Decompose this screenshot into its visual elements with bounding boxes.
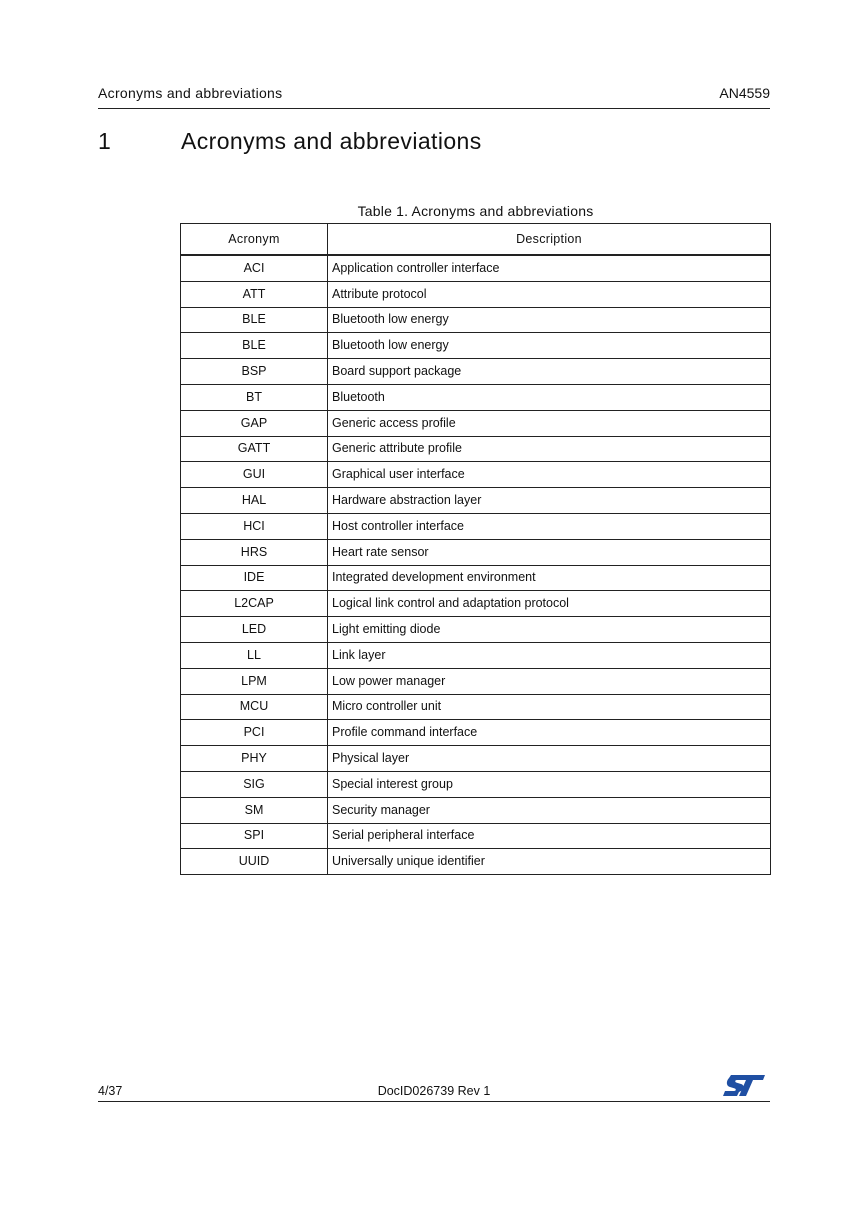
- table-caption: Table 1. Acronyms and abbreviations: [357, 203, 594, 219]
- acronym-cell: ATT: [181, 281, 328, 307]
- description-cell: Board support package: [328, 359, 771, 385]
- page-footer: [98, 1070, 770, 1102]
- section-number: 1: [98, 128, 112, 154]
- table-row: [181, 436, 771, 462]
- acronym-cell: BLE: [181, 333, 328, 359]
- acronym-cell: GAP: [181, 410, 328, 436]
- table-row: [181, 488, 771, 514]
- acronym-cell: L2CAP: [181, 591, 328, 617]
- table-row: [181, 565, 771, 591]
- acronym-cell: HRS: [181, 539, 328, 565]
- description-cell: Generic attribute profile: [328, 436, 771, 462]
- description-cell: Graphical user interface: [328, 462, 771, 488]
- table-row: [181, 849, 771, 875]
- description-cell: Profile command interface: [328, 720, 771, 746]
- acronyms-table: [180, 223, 771, 875]
- footer-page-number: 4/37: [98, 1084, 123, 1098]
- description-cell: Universally unique identifier: [328, 849, 771, 875]
- acronym-cell: HAL: [181, 488, 328, 514]
- acronym-cell: LED: [181, 617, 328, 643]
- acronym-cell: BLE: [181, 307, 328, 333]
- table-header-row: [181, 224, 771, 256]
- table-row: [181, 823, 771, 849]
- table-row: [181, 410, 771, 436]
- description-cell: Heart rate sensor: [328, 539, 771, 565]
- acronym-cell: GUI: [181, 462, 328, 488]
- st-logo-icon: [722, 1072, 766, 1098]
- description-cell: Security manager: [328, 797, 771, 823]
- table-row: [181, 720, 771, 746]
- acronym-cell: LPM: [181, 668, 328, 694]
- column-header-description: Description: [328, 224, 771, 256]
- footer-doc-id: DocID026739 Rev 1: [377, 1084, 491, 1098]
- table-row: [181, 281, 771, 307]
- description-cell: Logical link control and adaptation protocol: [328, 591, 771, 617]
- acronym-cell: GATT: [181, 436, 328, 462]
- table-row: [181, 462, 771, 488]
- description-cell: Bluetooth: [328, 384, 771, 410]
- acronym-cell: UUID: [181, 849, 328, 875]
- acronym-cell: SIG: [181, 771, 328, 797]
- description-cell: Hardware abstraction layer: [328, 488, 771, 514]
- table-row: [181, 307, 771, 333]
- acronym-cell: PCI: [181, 720, 328, 746]
- table-row: [181, 642, 771, 668]
- table-row: [181, 771, 771, 797]
- description-cell: Link layer: [328, 642, 771, 668]
- acronym-cell: BT: [181, 384, 328, 410]
- acronym-cell: IDE: [181, 565, 328, 591]
- acronym-cell: BSP: [181, 359, 328, 385]
- description-cell: Special interest group: [328, 771, 771, 797]
- description-cell: Low power manager: [328, 668, 771, 694]
- table-row: [181, 591, 771, 617]
- acronym-cell: ACI: [181, 255, 328, 281]
- acronym-cell: LL: [181, 642, 328, 668]
- description-cell: Light emitting diode: [328, 617, 771, 643]
- page-header: [98, 84, 770, 109]
- table-row: [181, 513, 771, 539]
- table-row: [181, 359, 771, 385]
- table-row: [181, 384, 771, 410]
- description-cell: Physical layer: [328, 746, 771, 772]
- table-row: [181, 539, 771, 565]
- table-row: [181, 617, 771, 643]
- acronym-cell: SPI: [181, 823, 328, 849]
- description-cell: Bluetooth low energy: [328, 333, 771, 359]
- table-row: [181, 333, 771, 359]
- description-cell: Bluetooth low energy: [328, 307, 771, 333]
- section-title: Acronyms and abbreviations: [181, 128, 482, 154]
- table-row: [181, 746, 771, 772]
- acronym-cell: MCU: [181, 694, 328, 720]
- acronym-cell: PHY: [181, 746, 328, 772]
- description-cell: Application controller interface: [328, 255, 771, 281]
- header-section-title: Acronyms and abbreviations: [98, 85, 283, 101]
- column-header-acronym: Acronym: [181, 224, 328, 256]
- table-row: [181, 694, 771, 720]
- acronym-cell: SM: [181, 797, 328, 823]
- table-row: [181, 668, 771, 694]
- description-cell: Attribute protocol: [328, 281, 771, 307]
- description-cell: Serial peripheral interface: [328, 823, 771, 849]
- description-cell: Generic access profile: [328, 410, 771, 436]
- acronym-cell: HCI: [181, 513, 328, 539]
- header-doc-number: AN4559: [719, 85, 770, 101]
- table-row: [181, 255, 771, 281]
- description-cell: Host controller interface: [328, 513, 771, 539]
- table-body: [181, 255, 771, 875]
- description-cell: Integrated development environment: [328, 565, 771, 591]
- table-row: [181, 797, 771, 823]
- description-cell: Micro controller unit: [328, 694, 771, 720]
